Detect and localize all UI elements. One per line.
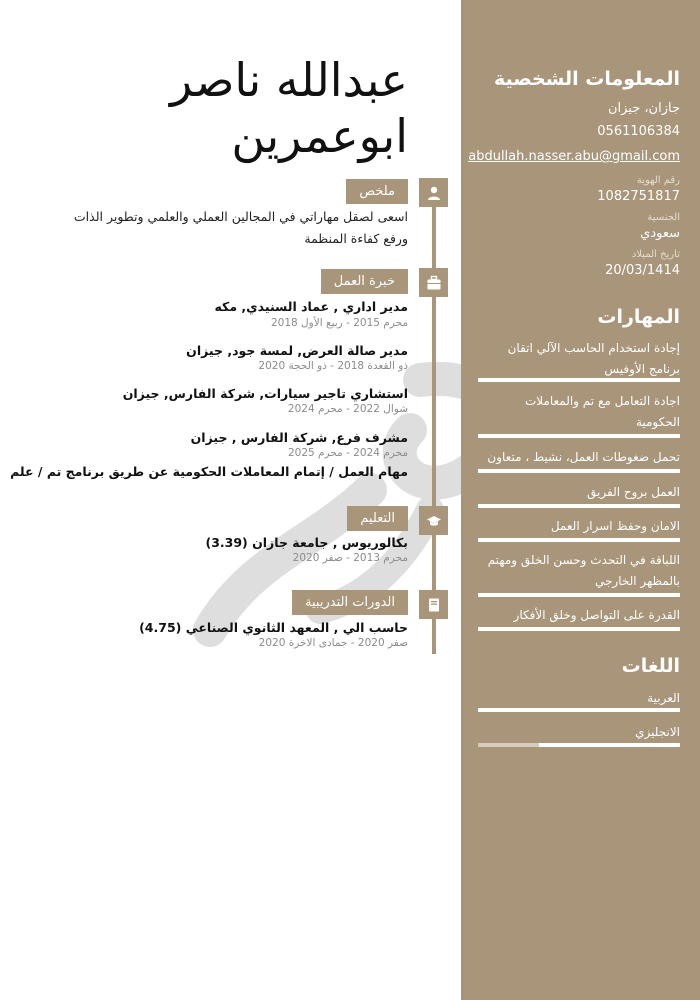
course-date: صفر 2020 - جمادى الاخرة 2020 — [258, 637, 408, 649]
experience-section-label: خبرة العمل — [321, 269, 408, 294]
briefcase-icon — [419, 268, 448, 297]
languages-heading: اللغات — [621, 655, 680, 677]
phone-text: 0561106384 — [597, 124, 680, 139]
skill-item: القدرة على التواصل وخلق الأفكار — [513, 608, 680, 622]
name-line-1: عبدالله ناصر — [169, 53, 408, 107]
experience-title: مشرف فرع, شركة الفارس , جيزان — [190, 430, 408, 445]
nationality-label: الجنسية — [647, 212, 680, 223]
birthdate-label: تاريخ الميلاد — [631, 249, 680, 260]
experience-date: محرم 2024 - محرم 2025 — [287, 447, 408, 459]
person-icon — [419, 178, 448, 207]
experience-tasks: مهام العمل / إتمام المعاملات الحكومية عن طريق برنامج تم / علم — [10, 464, 408, 479]
name-line-2: ابوعمرين — [231, 109, 408, 163]
location-text: جازان، جيزان — [607, 101, 680, 116]
graduation-cap-icon — [419, 506, 448, 535]
skill-item: العمل بروح الفريق — [587, 485, 680, 499]
summary-section-label: ملخص — [346, 179, 408, 204]
language-level-bar — [478, 708, 680, 712]
skill-bar — [478, 504, 680, 508]
course-title: حاسب الي , المعهد الثانوي الصناعي (4.75) — [139, 620, 408, 635]
skill-bar — [478, 593, 680, 597]
sidebar — [461, 0, 700, 1000]
skill-bar — [478, 378, 680, 382]
personal-info-heading: المعلومات الشخصية — [493, 68, 680, 90]
experience-title: مدير صالة العرض, لمسة جود, جيزان — [186, 343, 408, 358]
language-item: العربية — [647, 691, 680, 705]
skills-heading: المهارات — [597, 306, 680, 328]
education-title: بكالوريوس , جامعة جازان (3.39) — [205, 535, 408, 550]
language-level-fill — [539, 743, 680, 747]
language-level-bar — [478, 743, 680, 747]
education-date: محرم 2013 - صفر 2020 — [292, 552, 408, 564]
nationality-value: سعودي — [640, 226, 680, 241]
language-level-fill — [478, 708, 680, 712]
skill-bar — [478, 627, 680, 631]
experience-title: استشاري تاجير سيارات, شركة الفارس, جيزان — [122, 386, 408, 401]
language-item: الانجليزي — [635, 725, 680, 739]
skill-item: اللباقة في التحدث وحسن الخلق ومهتم بالمظهر الخارجي — [487, 553, 680, 588]
experience-date: ذو القعدة 2018 - ذو الحجة 2020 — [258, 360, 408, 372]
skill-bar — [478, 434, 680, 438]
birthdate-value: 20/03/1414 — [605, 263, 680, 278]
skill-bar — [478, 469, 680, 473]
id-value: 1082751817 — [597, 189, 680, 204]
courses-section-label: الدورات التدريبية — [292, 590, 408, 615]
experience-date: محرم 2015 - ربيع الأول 2018 — [270, 317, 408, 329]
id-label: رقم الهوية — [636, 175, 680, 186]
skill-item: اجادة التعامل مع تم والمعاملات الحكومية — [524, 394, 680, 429]
timeline-line — [432, 186, 436, 654]
summary-text: اسعى لصقل مهاراتي في المجالين العملي والعلمي وتطوير الذات ورفع كفاءة المنظمة — [73, 209, 408, 246]
book-icon — [419, 590, 448, 619]
skill-item: إجادة استخدام الحاسب الآلي اتقان برنامج الأوفيس — [507, 341, 680, 376]
skill-item: الامان وحفظ اسرار العمل — [550, 519, 680, 533]
email-link[interactable]: abdullah.nasser.abu@gmail.com — [468, 149, 680, 164]
education-section-label: التعليم — [347, 506, 408, 531]
experience-title: مدير اداري , عماد السنيدي, مكه — [214, 299, 408, 314]
skill-item: تحمل ضغوطات العمل، نشيط ، متعاون — [487, 450, 680, 464]
full-name — [170, 52, 408, 164]
skill-bar — [478, 538, 680, 542]
experience-date: شوال 2022 - محرم 2024 — [287, 403, 408, 415]
